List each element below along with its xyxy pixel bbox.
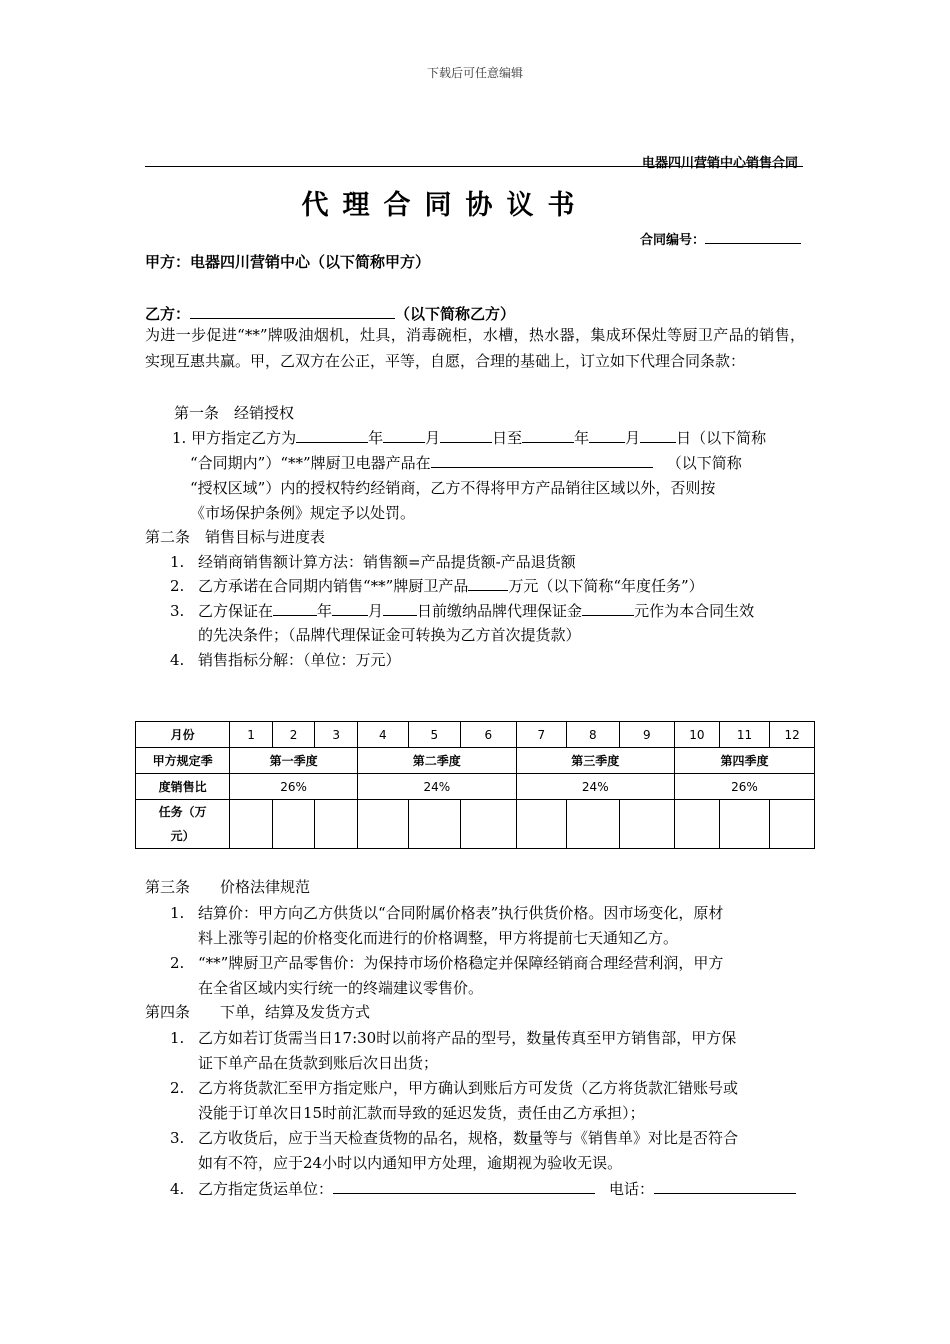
article2-item4-num: 4. (170, 651, 185, 669)
article2-item2-num: 2. (170, 577, 185, 595)
carrier-label: 乙方指定货运单位： (198, 1180, 334, 1198)
month-cell: 2 (272, 722, 315, 748)
party-b (145, 301, 515, 324)
article3-item2-line2: 在全省区域内实行统一的终端建议零售价。 (198, 979, 484, 997)
article1-year2: 年 (574, 429, 590, 447)
table-row (136, 748, 815, 774)
blank (332, 598, 368, 616)
task-cell (770, 800, 815, 849)
article1-text: “合同期内”）“**”牌厨卫电器产品在 (190, 454, 431, 472)
ratio-cell: 26% (230, 774, 358, 800)
task-cell (619, 800, 674, 849)
party-a: 甲方：电器四川营销中心（以下简称甲方） (145, 253, 431, 271)
article1-month2: 月 (625, 429, 641, 447)
article1-day1: 日至 (492, 429, 523, 447)
article4-item2-num: 2. (170, 1079, 185, 1097)
month-label: 月份 (136, 722, 230, 748)
task-cell (408, 800, 461, 849)
month-cell: 10 (675, 722, 720, 748)
article2-item3 (198, 598, 754, 624)
article2-item3-num: 3. (170, 602, 185, 620)
month-cell: 6 (461, 722, 516, 748)
party-b-suffix: （以下简称乙方） (395, 305, 516, 323)
article2-year: 年 (317, 602, 333, 620)
ratio-cell: 24% (358, 774, 516, 800)
ratio-cell: 26% (675, 774, 815, 800)
article1-day2: 日（以下简称 (676, 429, 767, 447)
table-row (136, 722, 815, 748)
article1-line1 (172, 425, 766, 451)
blank (582, 598, 634, 616)
article1-line4: 《市场保护条例》规定予以处罚。 (190, 504, 416, 522)
article2-item2 (198, 573, 704, 599)
article4-item3-line2: 如有不符，应于24小时以内通知甲方处理，逾期视为验收无误。 (198, 1154, 623, 1172)
task-cell (675, 800, 720, 849)
article2-text: 乙方承诺在合同期内销售“**”牌厨卫产品 (198, 577, 469, 595)
article3-item1-line1: 结算价：甲方向乙方供货以“合同附属价格表”执行供货价格。因市场变化，原材 (198, 904, 724, 922)
top-note: 下载后可任意编辑 (426, 66, 523, 80)
blank (640, 425, 676, 443)
month-cell: 4 (358, 722, 409, 748)
article4-item4 (198, 1176, 796, 1202)
ratio-label-2: 度销售比 (136, 774, 230, 800)
article1-text: （以下简称 (666, 454, 742, 472)
phone-label: 电话： (609, 1180, 655, 1198)
contract-number (640, 229, 801, 248)
quarter-cell: 第四季度 (675, 748, 815, 774)
blank (383, 598, 417, 616)
task-cell (567, 800, 620, 849)
article2-text: 元作为本合同生效 (634, 602, 755, 620)
month-cell: 1 (230, 722, 273, 748)
blank (522, 425, 574, 443)
article3-heading: 第三条 价格法律规范 (145, 878, 311, 896)
contract-number-blank (705, 230, 801, 244)
article4-item2-line1: 乙方将货款汇至甲方指定账户，甲方确认到账后方可发货（乙方将货款汇错账号或 (198, 1079, 739, 1097)
document-title: 代理合同协议书 (301, 190, 589, 221)
task-cell (719, 800, 770, 849)
quarter-cell: 第三季度 (516, 748, 674, 774)
article3-item2-num: 2. (170, 954, 185, 972)
article2-heading: 第二条 销售目标与进度表 (145, 528, 326, 546)
phone-blank (654, 1176, 796, 1194)
table-row (136, 800, 815, 849)
article4-item1-num: 1. (170, 1029, 185, 1047)
article1-text: 1. 甲方指定乙方为 (172, 429, 297, 447)
header-title: 电器四川营销中心销售合同 (641, 156, 798, 171)
sales-target-table (135, 721, 815, 849)
article2-month: 月 (368, 602, 384, 620)
party-b-label: 乙方： (145, 305, 191, 323)
blank (589, 425, 625, 443)
article4-item2-line2: 没能于订单次日15时前汇款而导致的延迟发货，责任由乙方承担）； (198, 1104, 645, 1122)
blank (468, 573, 508, 591)
article4-item1-line1: 乙方如若订货需当日17:30时以前将产品的型号，数量传真至甲方销售部，甲方保 (198, 1029, 737, 1047)
blank (440, 425, 492, 443)
month-cell: 7 (516, 722, 567, 748)
article1-heading: 第一条 经销授权 (174, 404, 295, 422)
article3-item2-line1: “**”牌厨卫产品零售价：为保持市场价格稳定并保障经销商合理经营利润，甲方 (198, 954, 724, 972)
article3-item1-num: 1. (170, 904, 185, 922)
article3-item1-line2: 料上涨等引起的价格变化而进行的价格调整，甲方将提前七天通知乙方。 (198, 929, 679, 947)
blank (383, 425, 425, 443)
month-cell: 9 (619, 722, 674, 748)
task-cell (315, 800, 358, 849)
task-cell (461, 800, 516, 849)
region-blank (431, 450, 653, 468)
blank (296, 425, 368, 443)
ratio-cell: 24% (516, 774, 674, 800)
task-label-2: 元） (170, 829, 195, 843)
article2-text: 日前缴纳品牌代理保证金 (417, 602, 583, 620)
article1-line3: “授权区域”）内的授权特约经销商，乙方不得将甲方产品销往区域以外，否则按 (190, 479, 716, 497)
ratio-label-1: 甲方规定季 (136, 748, 230, 774)
month-cell: 11 (719, 722, 770, 748)
article1-line2 (190, 450, 742, 476)
table-row (136, 774, 815, 800)
article4-item1-line2: 证下单产品在货款到账后次日出货； (198, 1054, 439, 1072)
task-cell (358, 800, 409, 849)
article4-item3-num: 3. (170, 1129, 185, 1147)
article1-year1: 年 (368, 429, 384, 447)
month-cell: 5 (408, 722, 461, 748)
quarter-cell: 第二季度 (358, 748, 516, 774)
task-cell (272, 800, 315, 849)
task-cell (516, 800, 567, 849)
month-cell: 3 (315, 722, 358, 748)
article2-item4: 销售指标分解：（单位：万元） (198, 651, 401, 669)
article2-item3-line2: 的先决条件；（品牌代理保证金可转换为乙方首次提货款） (198, 626, 581, 644)
blank (273, 598, 317, 616)
article2-text: 万元（以下简称“年度任务”） (508, 577, 704, 595)
intro-paragraph: 为进一步促进“**”牌吸油烟机，灶具，消毒碗柜，水槽，热水器，集成环保灶等厨卫产品的销售，实现互惠共赢。甲，乙双方在公正，平等，自愿，合理的基础上，订立如下代理合同条款： (145, 326, 805, 370)
task-label (136, 800, 230, 849)
carrier-blank (333, 1176, 595, 1194)
month-cell: 8 (567, 722, 620, 748)
article2-text: 乙方保证在 (198, 602, 274, 620)
article4-item3-line1: 乙方收货后，应于当天检查货物的品名，规格，数量等与《销售单》对比是否符合 (198, 1129, 739, 1147)
article4-heading: 第四条 下单，结算及发货方式 (145, 1003, 371, 1021)
article4-item4-num: 4. (170, 1180, 185, 1198)
article2-item1: 经销商销售额计算方法：销售额=产品提货额-产品退货额 (198, 553, 576, 571)
task-label-1: 任务（万 (158, 805, 207, 819)
month-cell: 12 (770, 722, 815, 748)
article2-item1-num: 1. (170, 553, 185, 571)
quarter-cell: 第一季度 (230, 748, 358, 774)
header-rule (145, 166, 803, 167)
contract-number-label: 合同编号： (640, 233, 706, 248)
article1-month1: 月 (425, 429, 441, 447)
task-cell (230, 800, 273, 849)
party-b-blank (190, 301, 395, 319)
